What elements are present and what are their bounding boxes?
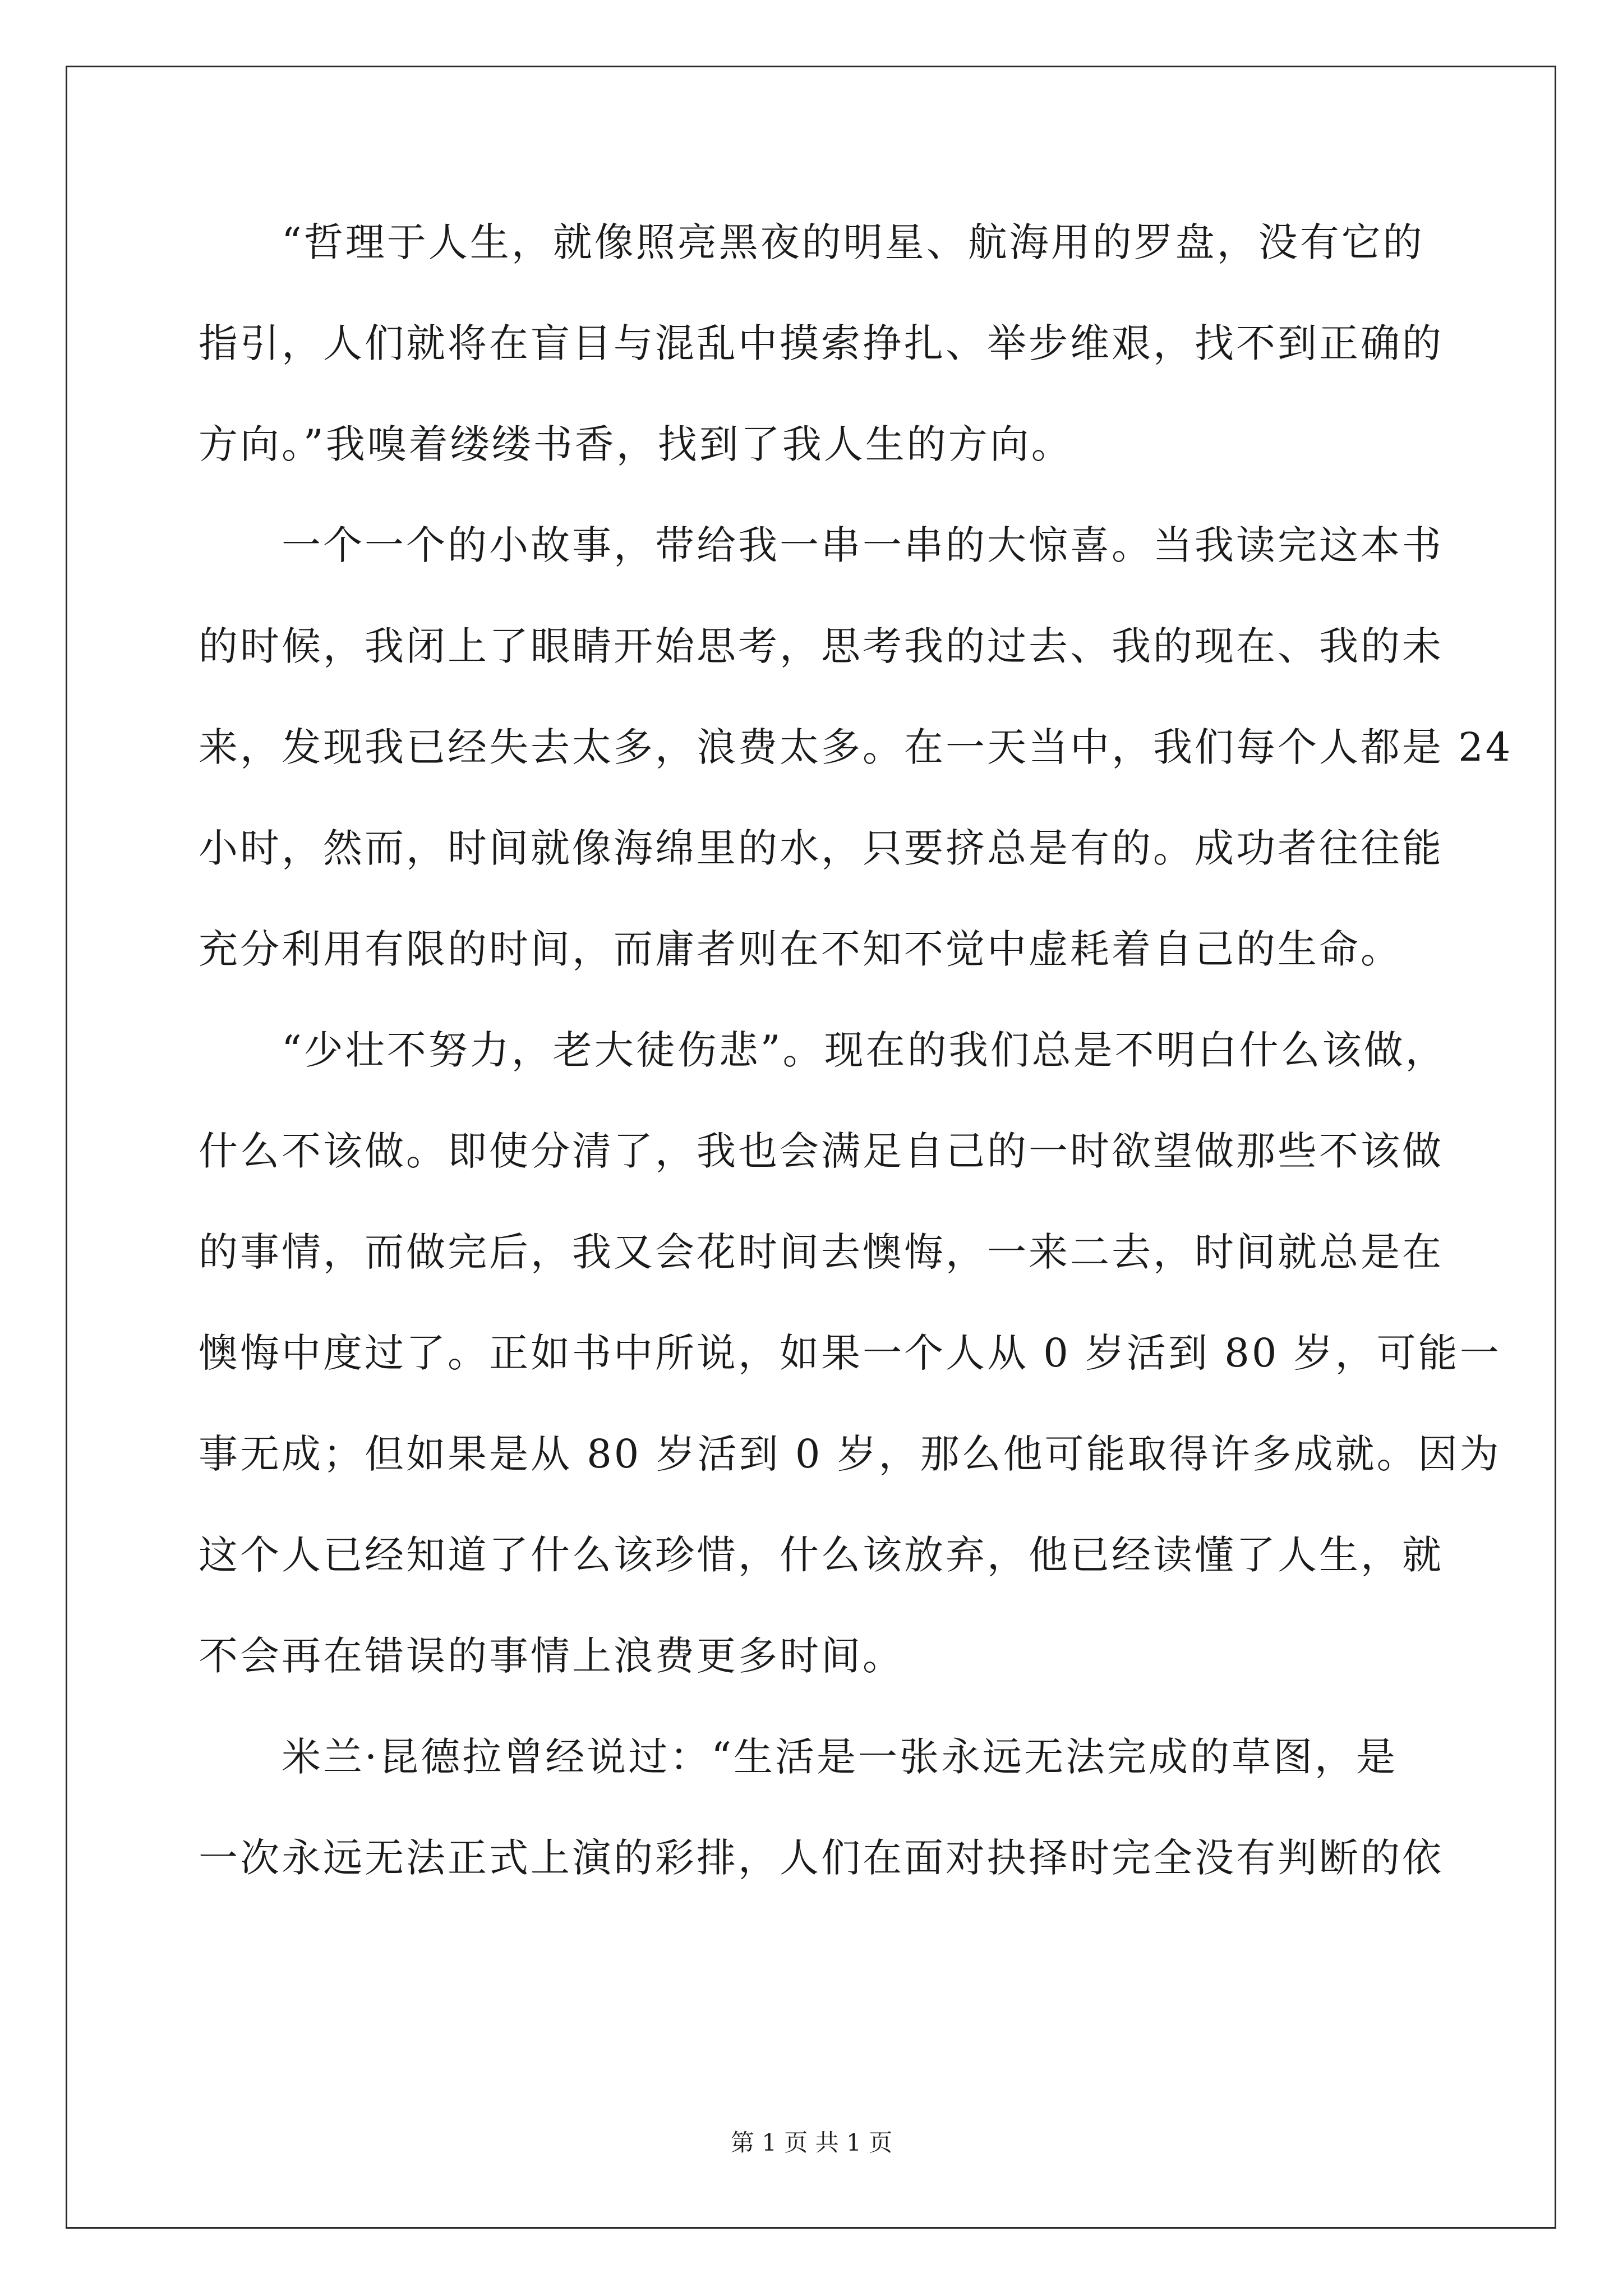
text-line: 懊悔中度过了。正如书中所说，如果一个人从 0 岁活到 80 岁，可能一: [199, 1330, 1501, 1376]
text-line: “少壮不努力，老大徒伤悲”。现在的我们总是不明白什么该做，: [282, 1027, 1447, 1073]
text-line: 什么不该做。即使分清了，我也会满足自己的一时欲望做那些不该做: [199, 1128, 1444, 1174]
text-line: 来，发现我已经失去太多，浪费太多。在一天当中，我们每个人都是 24: [199, 724, 1513, 770]
text-line: 充分利用有限的时间，而庸者则在不知不觉中虚耗着自己的生命。: [199, 926, 1402, 972]
page-number-footer: 第 1 页 共 1 页: [730, 2129, 893, 2156]
text-line: “哲理于人生，就像照亮黑夜的明星、航海用的罗盘，没有它的: [282, 219, 1424, 265]
text-line: 指引，人们就将在盲目与混乱中摸索挣扎、举步维艰，找不到正确的: [199, 320, 1444, 366]
text-line: 的时候，我闭上了眼睛开始思考，思考我的过去、我的现在、我的未: [199, 623, 1444, 669]
text-line: 一个一个的小故事，带给我一串一串的大惊喜。当我读完这本书: [282, 522, 1444, 568]
text-line: 事无成；但如果是从 80 岁活到 0 岁，那么他可能取得许多成就。因为: [199, 1431, 1501, 1477]
text-line: 小时，然而，时间就像海绵里的水，只要挤总是有的。成功者往往能: [199, 825, 1444, 871]
text-line: 这个人已经知道了什么该珍惜，什么该放弃，他已经读懂了人生，就: [199, 1532, 1444, 1578]
text-line: 一次永远无法正式上演的彩排，人们在面对抉择时完全没有判断的依: [199, 1835, 1444, 1881]
text-line: 米兰·昆德拉曾经说过：“生活是一张永远无法完成的草图，是: [282, 1734, 1398, 1780]
text-line: 方向。”我嗅着缕缕书香，找到了我人生的方向。: [199, 421, 1073, 467]
text-line: 不会再在错误的事情上浪费更多时间。: [199, 1633, 904, 1679]
text-line: 的事情，而做完后，我又会花时间去懊悔，一来二去，时间就总是在: [199, 1229, 1444, 1275]
